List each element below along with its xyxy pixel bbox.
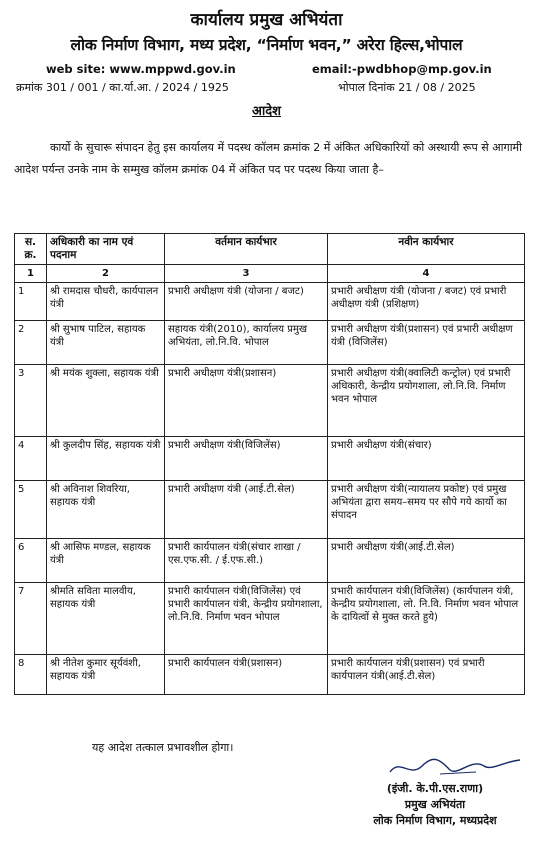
row-serial: 7 (15, 583, 47, 655)
reference-number: क्रमांक 301 / 001 / का.र्या.आ. / 2024 / 1925 (16, 81, 229, 94)
row-officer: श्री रामदास चौधरी, कार्यपालन यंत्री (47, 283, 165, 321)
email-text: email:-pwdbhop@mp.gov.in (312, 62, 492, 76)
column-number: 3 (165, 265, 328, 283)
row-new-charge: प्रभारी अधीक्षण यंत्री(संचार) (328, 437, 525, 481)
row-serial: 3 (15, 365, 47, 437)
column-number: 2 (47, 265, 165, 283)
department-title: लोक निर्माण विभाग, मध्य प्रदेश, “निर्माण भवन,” अरेरा हिल्स,भोपाल (70, 36, 463, 54)
table-row (15, 539, 525, 583)
row-serial: 6 (15, 539, 47, 583)
order-title: आदेश (251, 104, 282, 119)
signatory-department: लोक निर्माण विभाग, मध्यप्रदेश (373, 814, 497, 827)
row-current-charge: प्रभारी अधीक्षण यंत्री(प्रशासन) (165, 365, 328, 437)
row-new-charge: प्रभारी अधीक्षण यंत्री(न्यायालय प्रकोष्ट) एवं प्रमुख अभियंता द्वारा समय–समय पर सौपे गये कार्यो का संपादन (328, 481, 525, 539)
header-serial: स. क्र. (15, 234, 47, 265)
table-row (15, 365, 525, 437)
signatory-name: (इंजी. के.पी.एस.राणा) (386, 782, 484, 795)
row-officer: श्री मयंक शुक्ला, सहायक यंत्री (47, 365, 165, 437)
row-new-charge: प्रभारी अधीक्षण यंत्री(प्रशासन) एवं प्रभारी अधीक्षण यंत्री (विजिलेंस) (328, 321, 525, 365)
row-current-charge: सहायक यंत्री(2010), कार्यालय प्रमुख अभियंता, लो.नि.वि. भोपाल (165, 321, 328, 365)
row-new-charge: प्रभारी कार्यपालन यंत्री(विजिलेंस) (कार्यपालन यंत्री, केन्द्रीय प्रयोगशाला, लो. नि.वि. निर्माण भवन भोपाल के दायित्वों से मुक्त करते हुये) (328, 583, 525, 655)
row-officer: श्री सुभाष पाटिल, सहायक यंत्री (47, 321, 165, 365)
row-current-charge: प्रभारी कार्यपालन यंत्री(संचार शाखा / एस.एफ.सी. / ई.एफ.सी.) (165, 539, 328, 583)
website-text: web site: www.mppwd.gov.in (46, 62, 236, 76)
row-new-charge: प्रभारी अधीक्षण यंत्री (योजना / बजट) एवं प्रभारी अधीक्षण यंत्री (प्रशिक्षण) (328, 283, 525, 321)
table-row (15, 481, 525, 539)
reference-date: भोपाल दिनांक 21 / 08 / 2025 (338, 81, 476, 94)
signature-mark (380, 754, 530, 780)
column-number: 1 (15, 265, 47, 283)
row-current-charge: प्रभारी कार्यपालन यंत्री(विजिलेंस) एवं प्रभारी कार्यपालन यंत्री, केन्द्रीय प्रयोगशाला, लो.नि.वि. निर्माण भवन भोपाल (165, 583, 328, 655)
row-serial: 2 (15, 321, 47, 365)
posting-table (14, 233, 525, 695)
row-officer: श्रीमति सविता मालवीय, सहायक यंत्री (47, 583, 165, 655)
table-row (15, 283, 525, 321)
row-serial: 4 (15, 437, 47, 481)
row-current-charge: प्रभारी अधीक्षण यंत्री (आई.टी.सेल) (165, 481, 328, 539)
signatory-designation: प्रमुख अभियंता (404, 798, 466, 811)
header-officer: अधिकारी का नाम एवं पदनाम (47, 234, 165, 265)
order-body-text: कार्यो के सुचारू संपादन हेतु इस कार्यालय में पदस्थ कॉलम क्रमांक 2 में अंकित अधिकारियों को अस्थायी रूप से आगामी आदेश पर्यन्त उनके नाम के सम्मुख कॉलम क्रमांक 04 में अंकित पद पर पदस्थ किया जाता है– (14, 141, 522, 176)
row-current-charge: प्रभारी अधीक्षण यंत्री(विजिलेंस) (165, 437, 328, 481)
column-number-row (15, 265, 525, 283)
table-row (15, 321, 525, 365)
row-officer: श्री कुलदीप सिंह, सहायक यंत्री (47, 437, 165, 481)
table-row (15, 437, 525, 481)
table-row (15, 655, 525, 695)
row-new-charge: प्रभारी अधीक्षण यंत्री(आई.टी.सेल) (328, 539, 525, 583)
row-new-charge: प्रभारी अधीक्षण यंत्री(क्वालिटी कन्ट्रोल) एवं प्रभारी अधिकारी, केन्द्रीय प्रयोगशाला, लो.नि.वि. निर्माण भवन भोपाल (328, 365, 525, 437)
row-serial: 8 (15, 655, 47, 695)
row-officer: श्री आसिफ मण्डल, सहायक यंत्री (47, 539, 165, 583)
row-officer: श्री अविनाश शिवरिया, सहायक यंत्री (47, 481, 165, 539)
office-title: कार्यालय प्रमुख अभियंता (190, 10, 343, 30)
header-new-charge: नवीन कार्यभार (328, 234, 525, 265)
row-current-charge: प्रभारी अधीक्षण यंत्री (योजना / बजट) (165, 283, 328, 321)
column-number: 4 (328, 265, 525, 283)
row-serial: 5 (15, 481, 47, 539)
closing-statement: यह आदेश तत्काल प्रभावशील होगा। (92, 741, 234, 754)
table-header-row (15, 234, 525, 265)
signature-block (340, 781, 530, 829)
row-current-charge: प्रभारी कार्यपालन यंत्री(प्रशासन) (165, 655, 328, 695)
table-row (15, 583, 525, 655)
row-serial: 1 (15, 283, 47, 321)
row-officer: श्री नीतेश कुमार सूर्यवंशी, सहायक यंत्री (47, 655, 165, 695)
row-new-charge: प्रभारी कार्यपालन यंत्री(प्रशासन) एवं प्रभारी कार्यपालन यंत्री(आई.टी.सेल) (328, 655, 525, 695)
header-current-charge: वर्तमान कार्यभार (165, 234, 328, 265)
